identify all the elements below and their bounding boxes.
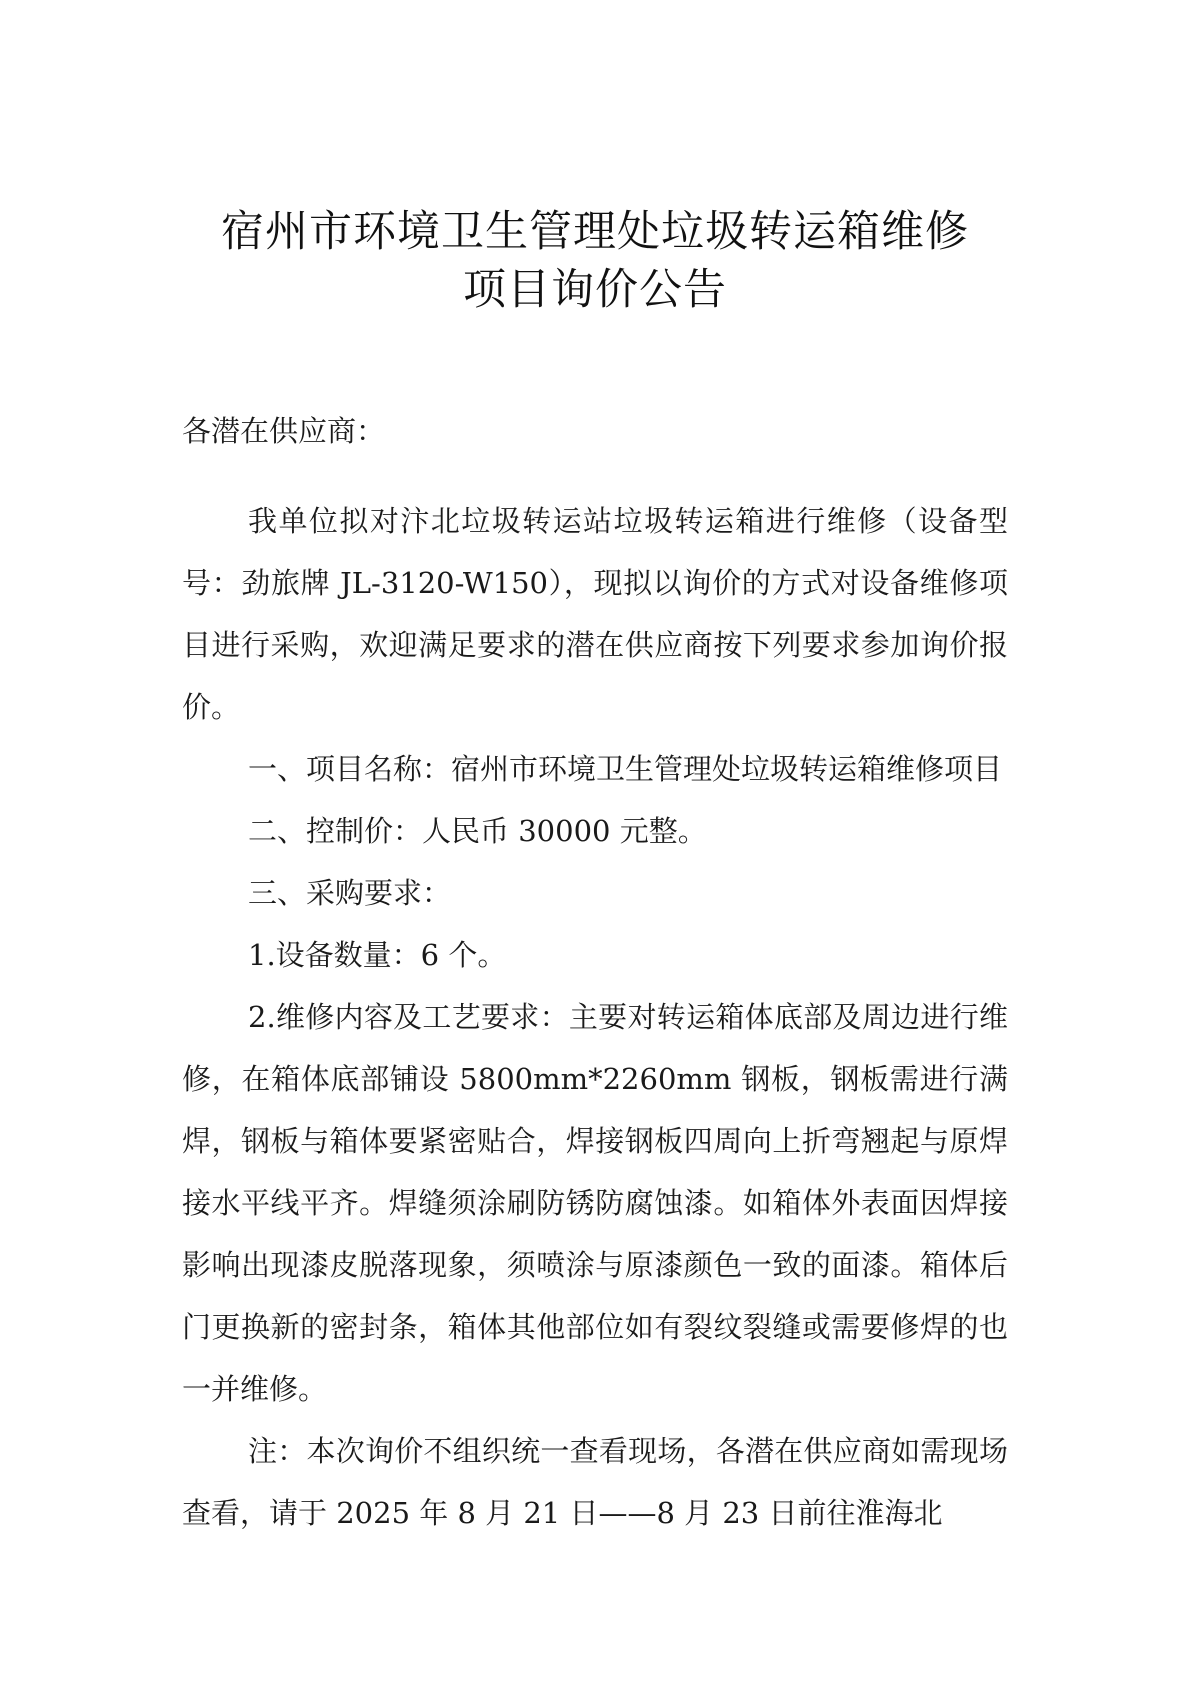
title-line-2: 项目询价公告 bbox=[463, 265, 727, 315]
section-control-price: 二、控制价：人民币 30000 元整。 bbox=[248, 814, 707, 848]
salutation: 各潜在供应商： bbox=[182, 414, 386, 448]
document-title bbox=[0, 203, 1190, 319]
section-procurement-requirements: 三、采购要求： bbox=[248, 876, 452, 910]
item-repair-content: 2.维修内容及工艺要求：主要对转运箱体底部及周边进行维修，在箱体底部铺设 5800mm*2260mm 钢板，钢板需进行满焊，钢板与箱体要紧密贴合，焊接钢板四周向上折弯翘起与原焊接水平线平齐。焊缝须涂刷防锈防腐蚀漆。如箱体外表面因焊接影响出现漆皮脱落现象，须喷涂与原漆颜色一致的面漆。箱体后门更换新的密封条，箱体其他部位如有裂纹裂缝或需要修焊的也一并维修。 bbox=[182, 1000, 1008, 1406]
intro-paragraph: 我单位拟对汴北垃圾转运站垃圾转运箱进行维修（设备型号：劲旅牌 JL-3120-W150），现拟以询价的方式对设备维修项目进行采购，欢迎满足要求的潜在供应商按下列要求参加询价报价。 bbox=[182, 504, 1008, 724]
item-equipment-quantity: 1.设备数量：6 个。 bbox=[248, 938, 507, 972]
title-line-1: 宿州市环境卫生管理处垃圾转运箱维修 bbox=[221, 207, 969, 257]
section-project-name: 一、项目名称：宿州市环境卫生管理处垃圾转运箱维修项目 bbox=[248, 752, 1003, 786]
document-body bbox=[182, 400, 1008, 1544]
note-paragraph: 注：本次询价不组织统一查看现场，各潜在供应商如需现场查看，请于 2025 年 8 月 21 日——8 月 23 日前往淮海北 bbox=[182, 1434, 1008, 1530]
